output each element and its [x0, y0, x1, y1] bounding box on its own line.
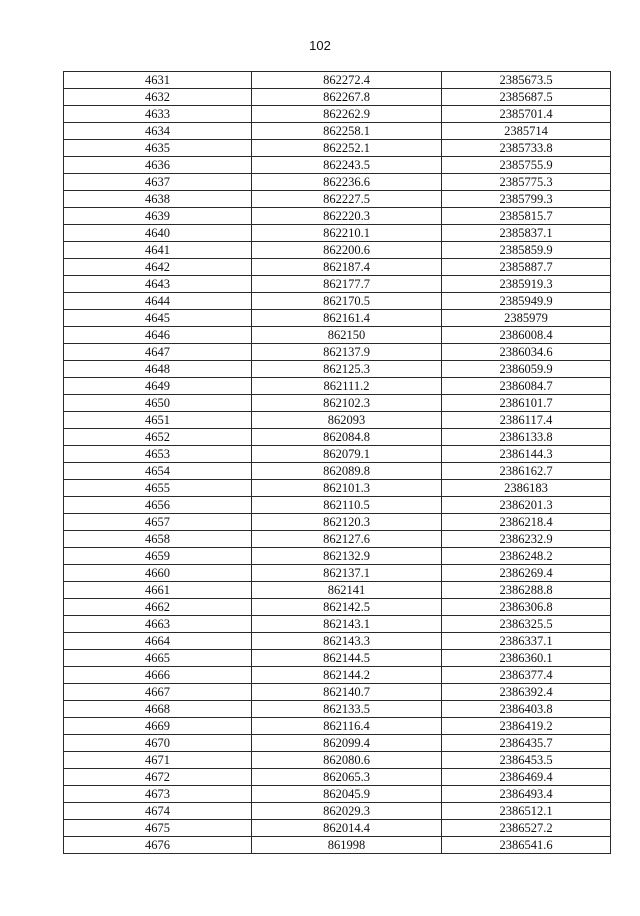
table-row [64, 769, 611, 786]
point-number-cell: 4632 [64, 89, 252, 106]
y-coordinate-cell: 2386117.4 [442, 412, 611, 429]
y-coordinate-cell: 2386469.4 [442, 769, 611, 786]
x-coordinate-cell: 862137.1 [252, 565, 442, 582]
table-row [64, 72, 611, 89]
table-row [64, 395, 611, 412]
point-number-cell: 4652 [64, 429, 252, 446]
y-coordinate-cell: 2386084.7 [442, 378, 611, 395]
table-row [64, 412, 611, 429]
y-coordinate-cell: 2386248.2 [442, 548, 611, 565]
x-coordinate-cell: 862170.5 [252, 293, 442, 310]
x-coordinate-cell: 862110.5 [252, 497, 442, 514]
y-coordinate-cell: 2386162.7 [442, 463, 611, 480]
table-row [64, 310, 611, 327]
point-number-cell: 4643 [64, 276, 252, 293]
point-number-cell: 4669 [64, 718, 252, 735]
x-coordinate-cell: 862143.1 [252, 616, 442, 633]
point-number-cell: 4644 [64, 293, 252, 310]
y-coordinate-cell: 2386493.4 [442, 786, 611, 803]
y-coordinate-cell: 2385919.3 [442, 276, 611, 293]
table-row [64, 429, 611, 446]
point-number-cell: 4670 [64, 735, 252, 752]
point-number-cell: 4673 [64, 786, 252, 803]
y-coordinate-cell: 2386306.8 [442, 599, 611, 616]
point-number-cell: 4667 [64, 684, 252, 701]
x-coordinate-cell: 862143.3 [252, 633, 442, 650]
y-coordinate-cell: 2385815.7 [442, 208, 611, 225]
table-row [64, 259, 611, 276]
table-row [64, 582, 611, 599]
page-number: 102 [309, 38, 331, 53]
y-coordinate-cell: 2385714 [442, 123, 611, 140]
y-coordinate-cell: 2386133.8 [442, 429, 611, 446]
x-coordinate-cell: 862220.3 [252, 208, 442, 225]
coordinates-table-body [64, 72, 611, 854]
y-coordinate-cell: 2386541.6 [442, 837, 611, 854]
table-row [64, 242, 611, 259]
point-number-cell: 4654 [64, 463, 252, 480]
table-row [64, 616, 611, 633]
x-coordinate-cell: 862084.8 [252, 429, 442, 446]
x-coordinate-cell: 862133.5 [252, 701, 442, 718]
y-coordinate-cell: 2386034.6 [442, 344, 611, 361]
point-number-cell: 4634 [64, 123, 252, 140]
y-coordinate-cell: 2386419.2 [442, 718, 611, 735]
y-coordinate-cell: 2386435.7 [442, 735, 611, 752]
point-number-cell: 4675 [64, 820, 252, 837]
y-coordinate-cell: 2386403.8 [442, 701, 611, 718]
point-number-cell: 4639 [64, 208, 252, 225]
x-coordinate-cell: 862101.3 [252, 480, 442, 497]
y-coordinate-cell: 2386512.1 [442, 803, 611, 820]
x-coordinate-cell: 862150 [252, 327, 442, 344]
table-row [64, 327, 611, 344]
point-number-cell: 4674 [64, 803, 252, 820]
point-number-cell: 4660 [64, 565, 252, 582]
x-coordinate-cell: 862029.3 [252, 803, 442, 820]
y-coordinate-cell: 2385775.3 [442, 174, 611, 191]
table-row [64, 718, 611, 735]
point-number-cell: 4661 [64, 582, 252, 599]
y-coordinate-cell: 2385949.9 [442, 293, 611, 310]
point-number-cell: 4672 [64, 769, 252, 786]
table-row [64, 89, 611, 106]
x-coordinate-cell: 862111.2 [252, 378, 442, 395]
coordinates-table [63, 71, 611, 854]
y-coordinate-cell: 2386218.4 [442, 514, 611, 531]
y-coordinate-cell: 2385687.5 [442, 89, 611, 106]
y-coordinate-cell: 2386288.8 [442, 582, 611, 599]
point-number-cell: 4647 [64, 344, 252, 361]
point-number-cell: 4635 [64, 140, 252, 157]
table-row [64, 497, 611, 514]
point-number-cell: 4642 [64, 259, 252, 276]
y-coordinate-cell: 2385799.3 [442, 191, 611, 208]
x-coordinate-cell: 862102.3 [252, 395, 442, 412]
table-row [64, 463, 611, 480]
table-row [64, 191, 611, 208]
point-number-cell: 4650 [64, 395, 252, 412]
y-coordinate-cell: 2386201.3 [442, 497, 611, 514]
x-coordinate-cell: 862014.4 [252, 820, 442, 837]
x-coordinate-cell: 862262.9 [252, 106, 442, 123]
point-number-cell: 4633 [64, 106, 252, 123]
table-row [64, 123, 611, 140]
table-row [64, 684, 611, 701]
y-coordinate-cell: 2385755.9 [442, 157, 611, 174]
y-coordinate-cell: 2386377.4 [442, 667, 611, 684]
table-row [64, 514, 611, 531]
y-coordinate-cell: 2386392.4 [442, 684, 611, 701]
point-number-cell: 4659 [64, 548, 252, 565]
table-row [64, 752, 611, 769]
table-row [64, 276, 611, 293]
point-number-cell: 4651 [64, 412, 252, 429]
x-coordinate-cell: 862272.4 [252, 72, 442, 89]
y-coordinate-cell: 2386008.4 [442, 327, 611, 344]
x-coordinate-cell: 862161.4 [252, 310, 442, 327]
point-number-cell: 4636 [64, 157, 252, 174]
point-number-cell: 4655 [64, 480, 252, 497]
x-coordinate-cell: 861998 [252, 837, 442, 854]
table-row [64, 667, 611, 684]
x-coordinate-cell: 862267.8 [252, 89, 442, 106]
y-coordinate-cell: 2385979 [442, 310, 611, 327]
point-number-cell: 4640 [64, 225, 252, 242]
point-number-cell: 4671 [64, 752, 252, 769]
point-number-cell: 4653 [64, 446, 252, 463]
x-coordinate-cell: 862125.3 [252, 361, 442, 378]
x-coordinate-cell: 862093 [252, 412, 442, 429]
y-coordinate-cell: 2386144.3 [442, 446, 611, 463]
y-coordinate-cell: 2385701.4 [442, 106, 611, 123]
table-row [64, 548, 611, 565]
table-row [64, 157, 611, 174]
y-coordinate-cell: 2385859.9 [442, 242, 611, 259]
x-coordinate-cell: 862243.5 [252, 157, 442, 174]
x-coordinate-cell: 862120.3 [252, 514, 442, 531]
y-coordinate-cell: 2386453.5 [442, 752, 611, 769]
point-number-cell: 4676 [64, 837, 252, 854]
x-coordinate-cell: 862137.9 [252, 344, 442, 361]
table-row [64, 599, 611, 616]
table-row [64, 837, 611, 854]
point-number-cell: 4648 [64, 361, 252, 378]
y-coordinate-cell: 2386101.7 [442, 395, 611, 412]
point-number-cell: 4645 [64, 310, 252, 327]
point-number-cell: 4662 [64, 599, 252, 616]
table-row [64, 820, 611, 837]
table-row [64, 174, 611, 191]
table-row [64, 786, 611, 803]
table-row [64, 361, 611, 378]
table-row [64, 225, 611, 242]
x-coordinate-cell: 862141 [252, 582, 442, 599]
y-coordinate-cell: 2386183 [442, 480, 611, 497]
table-row [64, 633, 611, 650]
y-coordinate-cell: 2385837.1 [442, 225, 611, 242]
table-row [64, 106, 611, 123]
x-coordinate-cell: 862227.5 [252, 191, 442, 208]
x-coordinate-cell: 862099.4 [252, 735, 442, 752]
x-coordinate-cell: 862258.1 [252, 123, 442, 140]
y-coordinate-cell: 2386232.9 [442, 531, 611, 548]
x-coordinate-cell: 862236.6 [252, 174, 442, 191]
point-number-cell: 4663 [64, 616, 252, 633]
point-number-cell: 4649 [64, 378, 252, 395]
table-row [64, 531, 611, 548]
x-coordinate-cell: 862144.5 [252, 650, 442, 667]
point-number-cell: 4641 [64, 242, 252, 259]
y-coordinate-cell: 2386360.1 [442, 650, 611, 667]
table-row [64, 650, 611, 667]
point-number-cell: 4664 [64, 633, 252, 650]
x-coordinate-cell: 862089.8 [252, 463, 442, 480]
table-row [64, 293, 611, 310]
x-coordinate-cell: 862080.6 [252, 752, 442, 769]
point-number-cell: 4666 [64, 667, 252, 684]
table-row [64, 378, 611, 395]
point-number-cell: 4656 [64, 497, 252, 514]
y-coordinate-cell: 2385673.5 [442, 72, 611, 89]
x-coordinate-cell: 862177.7 [252, 276, 442, 293]
point-number-cell: 4646 [64, 327, 252, 344]
table-row [64, 565, 611, 582]
x-coordinate-cell: 862116.4 [252, 718, 442, 735]
x-coordinate-cell: 862127.6 [252, 531, 442, 548]
table-row [64, 446, 611, 463]
y-coordinate-cell: 2385887.7 [442, 259, 611, 276]
x-coordinate-cell: 862142.5 [252, 599, 442, 616]
y-coordinate-cell: 2386059.9 [442, 361, 611, 378]
table-row [64, 803, 611, 820]
x-coordinate-cell: 862065.3 [252, 769, 442, 786]
table-row [64, 735, 611, 752]
y-coordinate-cell: 2386337.1 [442, 633, 611, 650]
point-number-cell: 4668 [64, 701, 252, 718]
y-coordinate-cell: 2386527.2 [442, 820, 611, 837]
point-number-cell: 4638 [64, 191, 252, 208]
x-coordinate-cell: 862200.6 [252, 242, 442, 259]
point-number-cell: 4637 [64, 174, 252, 191]
x-coordinate-cell: 862045.9 [252, 786, 442, 803]
x-coordinate-cell: 862132.9 [252, 548, 442, 565]
x-coordinate-cell: 862079.1 [252, 446, 442, 463]
x-coordinate-cell: 862187.4 [252, 259, 442, 276]
x-coordinate-cell: 862140.7 [252, 684, 442, 701]
table-row [64, 140, 611, 157]
y-coordinate-cell: 2385733.8 [442, 140, 611, 157]
point-number-cell: 4658 [64, 531, 252, 548]
point-number-cell: 4657 [64, 514, 252, 531]
x-coordinate-cell: 862210.1 [252, 225, 442, 242]
point-number-cell: 4665 [64, 650, 252, 667]
table-row [64, 701, 611, 718]
y-coordinate-cell: 2386269.4 [442, 565, 611, 582]
x-coordinate-cell: 862252.1 [252, 140, 442, 157]
y-coordinate-cell: 2386325.5 [442, 616, 611, 633]
point-number-cell: 4631 [64, 72, 252, 89]
x-coordinate-cell: 862144.2 [252, 667, 442, 684]
table-row [64, 480, 611, 497]
table-row [64, 208, 611, 225]
table-row [64, 344, 611, 361]
